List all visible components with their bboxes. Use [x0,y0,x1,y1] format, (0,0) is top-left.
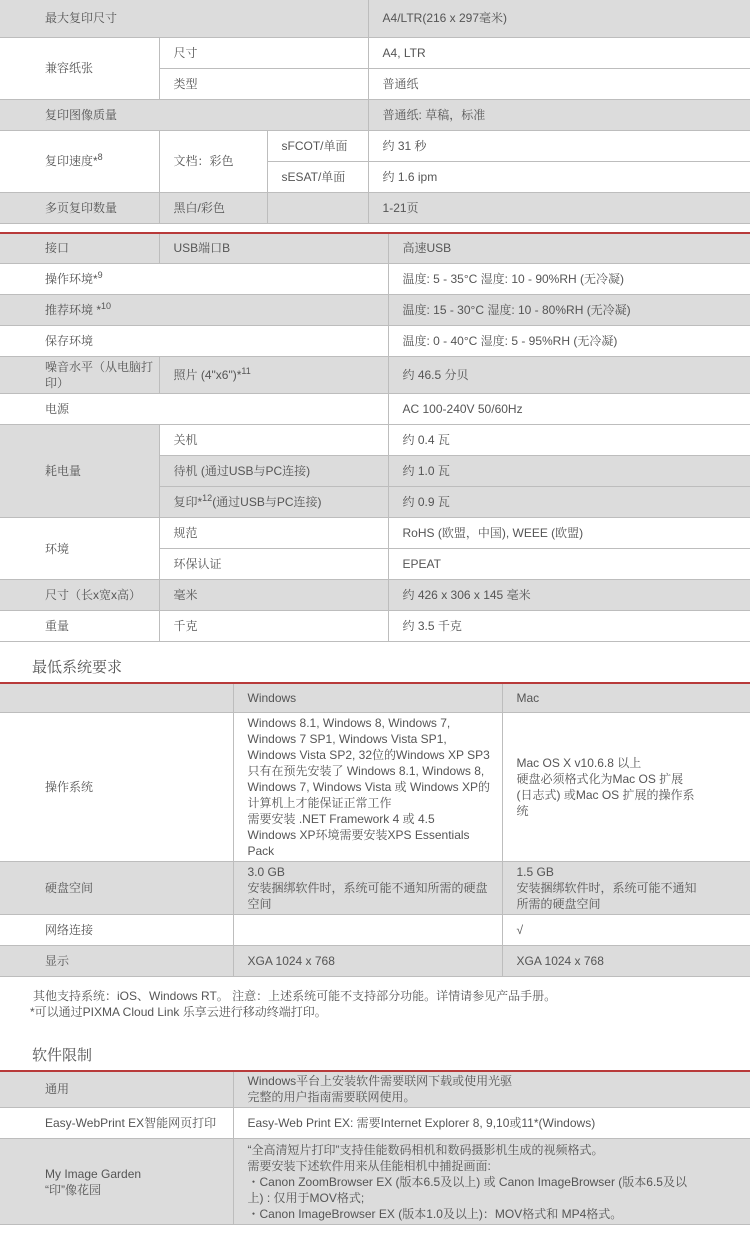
label-text: 复印速度* [45,154,98,168]
row-value: Easy-Web Print EX: 需要Internet Explorer 8, 9,10或11*(Windows) [233,1108,750,1139]
row-value: AC 100-240V 50/60Hz [388,394,750,425]
mid-label: 毫米 [159,580,388,611]
sub-label: 类型 [159,68,368,99]
row-label: 尺寸（长x宽x高） [0,580,159,611]
sysreq-table [0,682,750,977]
table-row [0,99,750,130]
table-row [0,712,750,861]
row-label [0,295,388,326]
footnote-mark: 11 [241,366,251,376]
sub-label [159,487,388,518]
mid-label: 千克 [159,611,388,642]
sub-label: 环保认证 [159,549,388,580]
table-row [0,518,750,549]
row-value: 约 1.6 ipm [368,161,750,192]
row-label: 接口 [0,233,159,264]
row-label: 电源 [0,394,388,425]
row-value: 约 0.4 瓦 [388,425,750,456]
row-value: 温度: 15 - 30°C 湿度: 10 - 80%RH (无冷凝) [388,295,750,326]
row-value: 约 31 秒 [368,130,750,161]
row-label: 多页复印数量 [0,192,159,223]
header-cell: Mac [502,683,750,712]
row-label [0,130,159,192]
table-row [0,233,750,264]
row-label: 显示 [0,945,233,976]
table-row [0,914,750,945]
table-row [0,264,750,295]
table-row [0,130,750,161]
row-label: 环境 [0,518,159,580]
row-label: 最大复印尺寸 [0,0,368,37]
sysreq-title: 最低系统要求 [32,659,123,676]
table-row [0,357,750,394]
row-label: 操作系统 [0,712,233,861]
row-value: 温度: 0 - 40°C 湿度: 5 - 95%RH (无冷凝) [388,326,750,357]
header-cell: Windows [233,683,502,712]
table-row [0,580,750,611]
footnote-mark: 8 [97,152,103,162]
row-value: Windows平台上安装软件需要联网下载或使用光驱 完整的用户指南需要联网使用。 [233,1071,750,1108]
row-label: 重量 [0,611,159,642]
sub-label: 待机 (通过USB与PC连接) [159,456,388,487]
windows-value [233,914,502,945]
label-text: (通过USB与PC连接) [212,495,322,509]
row-value: 普通纸 [368,68,750,99]
row-label: 通用 [0,1071,233,1108]
table-row [0,611,750,642]
sub-label: 关机 [159,425,388,456]
windows-value: XGA 1024 x 768 [233,945,502,976]
row-value: EPEAT [388,549,750,580]
sub-label: 规范 [159,518,388,549]
row-label: 耗电量 [0,425,159,518]
row-value: 高速USB [388,233,750,264]
row-label: 复印图像质量 [0,99,368,130]
footnote-mark: 12 [202,493,213,503]
row-value: “全高清短片打印”支持佳能数码相机和数码摄影机生成的视频格式。 需要安装下述软件用来从佳能相机中捕捉画面: ・Canon ZoomBrowser EX (版本6.5及以上) 或 Canon ImageBrowser (版本6.5及以 上) : 仅用于MOV格式; ・Canon ImageBrowser EX (版本1.0及以上)：MOV格式和 MP4格式。 [233,1139,750,1225]
empty-cell [267,192,368,223]
row-value: 约 3.5 千克 [388,611,750,642]
table-row [0,295,750,326]
row-label: 保存环境 [0,326,388,357]
windows-value: 3.0 GB 安装捆绑软件时，系统可能不通知所需的硬盘 空间 [233,861,502,914]
row-value: 约 426 x 306 x 145 毫米 [388,580,750,611]
row-value: 约 46.5 分贝 [388,357,750,394]
table-row [0,1071,750,1108]
row-label: 硬盘空间 [0,861,233,914]
windows-value: Windows 8.1, Windows 8, Windows 7, Windows 7 SP1, Windows Vista SP1, Windows Vista SP2, 32位的Windows XP SP3 只有在预先安装了 Windows 8.1, Windows 8, Windows 7, Windows Vista 或 Windows XP的 计算机上才能保证正常工作 需要安装 .NET Framework 4 或 4.5 Windows XP环境需要安装XPS Essentials Pack [233,712,502,861]
label-text: 照片 (4"x6")* [173,368,242,382]
row-value: 约 0.9 瓦 [388,487,750,518]
row-label: My Image Garden “印”像花园 [0,1139,233,1225]
software-title: 软件限制 [32,1046,93,1064]
mac-value: XGA 1024 x 768 [502,945,750,976]
table-row [0,425,750,456]
mid-label: 黑白/彩色 [159,192,267,223]
section-gap [0,224,750,232]
footnote-mark: 10 [101,301,112,311]
row-value: RoHS (欧盟，中国), WEEE (欧盟) [388,518,750,549]
row-label: 兼容纸张 [0,37,159,99]
label-text: 复印* [173,495,203,509]
mid-label: 文档：彩色 [159,130,267,192]
footnote-mark: 9 [97,270,103,280]
sub-label: sFCOT/单面 [267,130,368,161]
mid-label: USB端口B [159,233,388,264]
label-text: 推荐环境 * [45,303,102,317]
mac-value: √ [502,914,750,945]
mac-value: Mac OS X v10.6.8 以上 硬盘必须格式化为Mac OS 扩展 (日志式) 或Mac OS 扩展的操作系 统 [502,712,750,861]
row-value: 约 1.0 瓦 [388,456,750,487]
table-header-row [0,683,750,712]
label-text: 操作环境* [45,272,98,286]
table-row [0,861,750,914]
row-label: Easy-WebPrint EX智能网页打印 [0,1108,233,1139]
mac-value: 1.5 GB 安装捆绑软件时，系统可能不通知 所需的硬盘空间 [502,861,750,914]
general-spec-table [0,232,750,643]
row-label: 噪音水平（从电脑打印） [0,357,159,394]
mid-label [159,357,388,394]
header-cell [0,683,233,712]
table-row [0,192,750,223]
table-row [0,1139,750,1225]
software-table [0,1070,750,1226]
table-row [0,945,750,976]
row-label: 网络连接 [0,914,233,945]
sub-label: 尺寸 [159,37,368,68]
table-row [0,37,750,68]
sysreq-note: *可以通过PIXMA Cloud Link 乐享云进行移动终端打印。 [30,1004,327,1019]
table-row [0,394,750,425]
table-row [0,0,750,37]
row-value: A4, LTR [368,37,750,68]
row-label [0,264,388,295]
table-row [0,326,750,357]
copy-spec-table [0,0,750,224]
table-row [0,1108,750,1139]
sysreq-note: 其他支持系统：iOS、Windows RT。 注意：上述系统可能不支持部分功能。详情请参见产品手册。 [33,988,557,1003]
sub-label: sESAT/单面 [267,161,368,192]
row-value: A4/LTR(216 x 297毫米) [368,0,750,37]
row-value: 1-21页 [368,192,750,223]
row-value: 普通纸: 草稿，标准 [368,99,750,130]
row-value: 温度: 5 - 35°C 湿度: 10 - 90%RH (无冷凝) [388,264,750,295]
